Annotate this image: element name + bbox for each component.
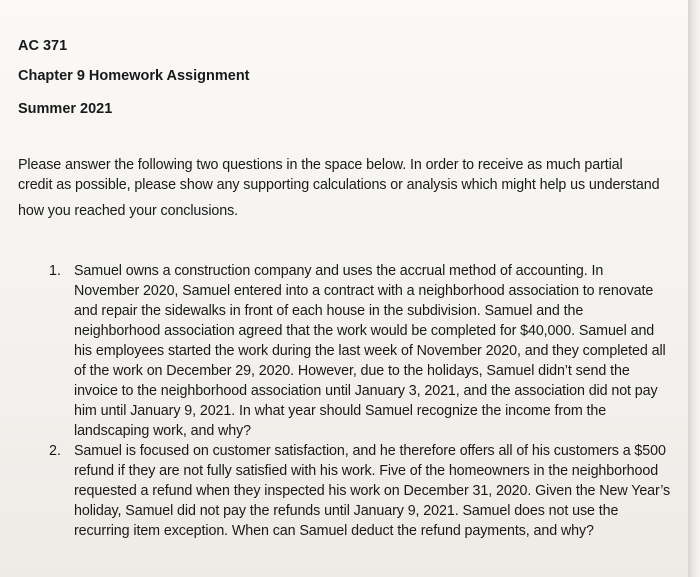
question-line: recurring item exception. When can Samuel deduct the refund payments, and why? — [74, 523, 594, 539]
question-line: of the work on December 29, 2020. However, due to the holidays, Samuel didn’t send the — [74, 363, 630, 379]
term: Summer 2021 — [18, 101, 113, 117]
question-line: neighborhood association agreed that the work would be completed for $40,000. Samuel and — [74, 323, 655, 339]
question-line: him until January 9, 2021. In what year should Samuel recognize the income from the — [74, 403, 607, 419]
question-line: Samuel is focused on customer satisfaction, and he therefore offers all of his customers a $500 — [74, 443, 666, 459]
question-line: requested a refund when they inspected his work on December 31, 2020. Given the New Year’s — [74, 483, 671, 499]
course-code: AC 371 — [18, 38, 68, 54]
question-line: invoice to the neighborhood association until January 3, 2021, and the association did not pay — [74, 383, 658, 399]
question-line: landscaping work, and why? — [74, 423, 252, 439]
instructions-line: credit as possible, please show any supporting calculations or analysis which might help us understand — [18, 177, 660, 193]
instructions-line: how you reached your conclusions. — [18, 203, 239, 219]
question-number: 2. — [49, 443, 61, 459]
question-line: November 2020, Samuel entered into a contract with a neighborhood association to renovate — [74, 283, 654, 299]
question-number: 1. — [49, 263, 61, 279]
instructions-line: Please answer the following two questions in the space below. In order to receive as much partial — [18, 157, 623, 173]
question-line: and repair the sidewalks in front of each house in the subdivision. Samuel and the — [74, 303, 584, 319]
question-line: his employees started the work during the last week of November 2020, and they completed all — [74, 343, 666, 359]
question-line: refund if they are not fully satisfied with his work. Five of the homeowners in the neighborhood — [74, 463, 659, 479]
assignment-title: Chapter 9 Homework Assignment — [18, 68, 250, 84]
page-edge-shadow — [688, 0, 700, 577]
question-line: holiday, Samuel did not pay the refunds until January 9, 2021. Samuel does not use the — [74, 503, 619, 519]
question-line: Samuel owns a construction company and uses the accrual method of accounting. In — [74, 263, 604, 279]
